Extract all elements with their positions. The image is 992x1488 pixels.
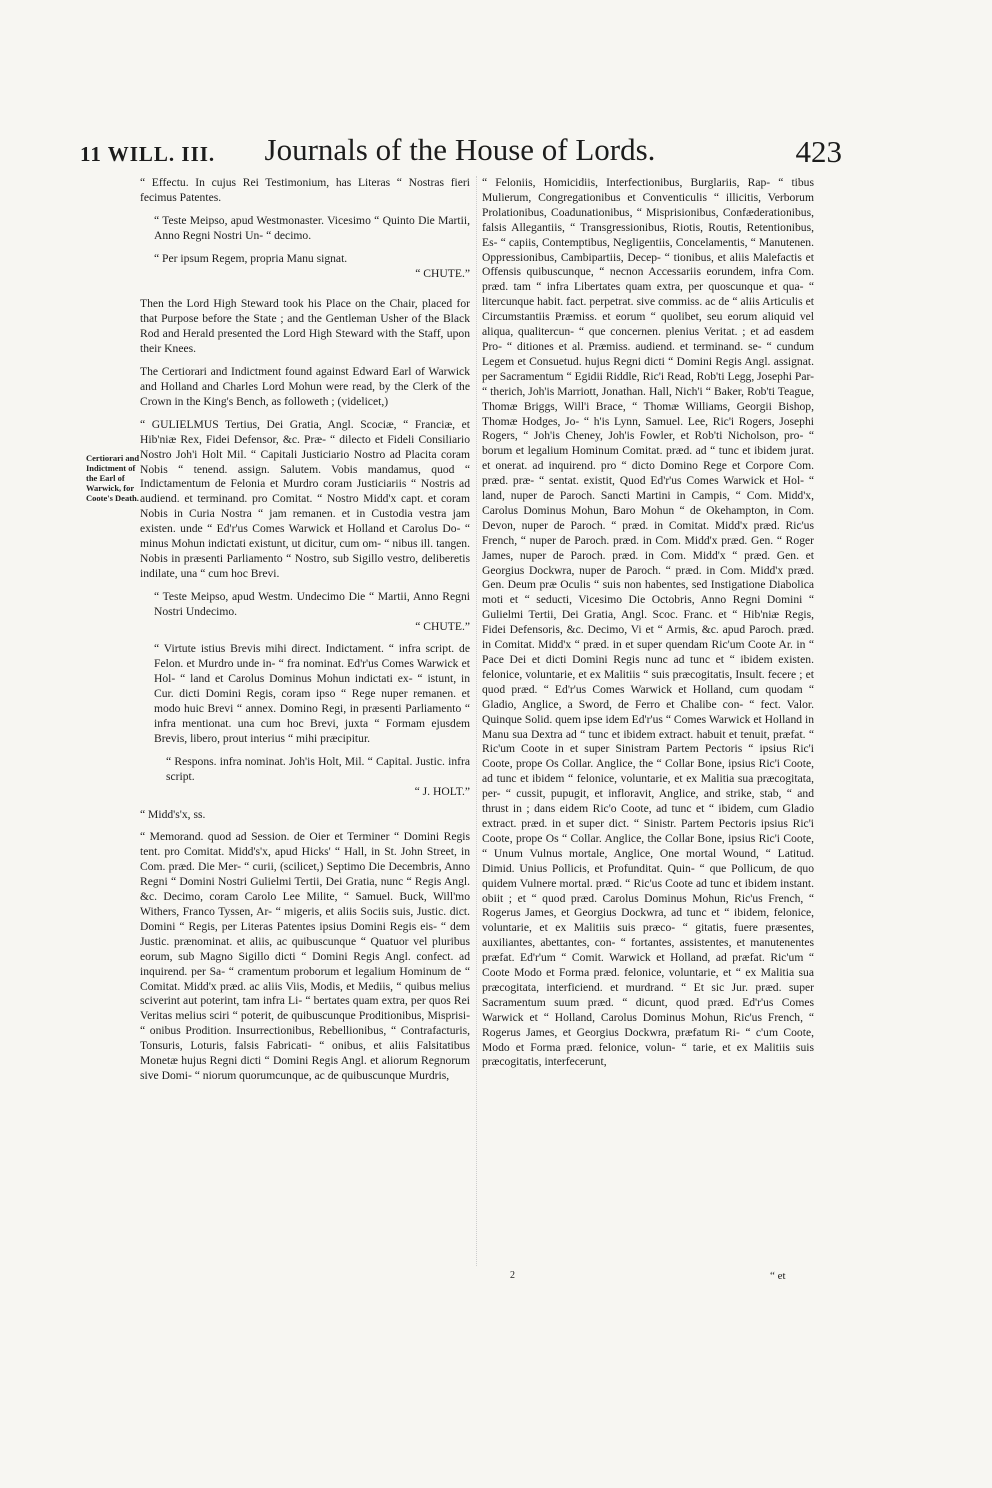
paragraph: “ Teste Meipso, apud Westm. Undecimo Die “ Martii, Anno Regni Nostri Undecimo. [154,589,470,618]
paragraph: “ Feloniis, Homicidiis, Interfectionibus, Burglariis, Rap- “ tibus Mulierum, Congregationibus et Conventiculis “ illicitis, Verborum Prolationibus, Coadunationibus, “ Misprisionibus, Confæderationibus, falsis Allegantiis, “ Transgressionibus, Riotis, Routis, Retentionibus, Es- “ capiis, Contemptibus, Negligentiis, Concelamentis, “ Manutenen. Oppressionibus, Cambipartiis, Decep- “ tionibus, et aliis Malefactis et Offensis quibuscunque, “ necnon Accessariis eorundem, infra Com. præd. tam “ infra Libertates quam extra, per quoscunque et qua- “ litercunque habit. fact. perpetrat. sive commiss. ac de “ aliis Articulis et Circumstantiis Præmiss. et eorum “ quolibet, seu eorum aliquid vel aliqua, qualitercun- “ que concernen. plenius Veritat. ; et ad easdem Pro- “ ditiones et al. Præmiss. audiend. et terminand. se- “ cundum Legem et Consuetud. hujus Regni dicti “ Domini Regis Angl. assignat. per Sacramentum “ Egidii Riddle, Ric'i Read, Rob'ti Legg, Josephi Par- “ therich, Joh'is Marriott, Jonathan. Hall, Nich'i “ Baker, Rob'ti Teague, Thomæ Briggs, Will'i Brace, “ Thomæ Williams, Georgii Bishop, Thomæ Hodges, Jo- “ h'is Lynn, Samuel. Lee, Ric'i Rogers, Josephi Rogers, “ Joh'is Cheney, Joh'is Fowler, et Rob'ti Nicholson, pro- “ borum et legalium Hominum Comitat. præd. ad “ tunc et ibidem jurat. et onerat. ad inquirend. pro “ dicto Domino Rege et Corpore Com. præd. præ- “ sentat. existit, Quod Ed'r'us Comes Warwick et Hol- “ land, nuper de Paroch. Sancti Martini in Campis, “ Com. Midd'x, Carolus Dominus Mohun, Baro Mohun “ de Okehampton, in Com. Devon, nuper de Paroch. “ præd. in Comitat. Midd'x præd. Ric'us French, “ nuper de Paroch. præd. in Com. Midd'x præd. Gen. “ Roger James, nuper de Paroch. præd. in Com. Midd'x “ præd. Gen. et Georgius Dockwra, nuper de Paroch. “ præd. in Com. Midd'x præd. Gen. Deum præ Oculis “ suis non habentes, sed Instigatione Diabolica moti et “ seducti, Vicesimo Die Octobris, Anno Regni Domini “ Gulielmi Tertii, Dei Gratia, Angl. Scoc. Franc. et “ Hib'niæ Regis, Fidei Defensoris, &c. Decimo, Vi et “ Armis, &c. apud Paroch. præd. in Comitat. Midd'x “ præd. in et super quendam Ric'um Coote Ar. in “ Pace Dei et dicti Domini Regis nunc ad tunc et “ ibidem existen. felonice, voluntarie, et ex Malitiis “ suis præcogitatis, Insult. fecere ; et quod præd. “ Ed'r'us Comes Warwick et Holland, cum quodam “ Gladio, Anglice, a Sword, de Ferro et Chalibe con- “ fect. Valor. Quinque Solid. quem ipse idem Ed'r'us “ Comes Warwick et Holland in Manu sua Dextra ad “ tunc et ibidem extract. habuit et tenuit, præfat. “ Ric'um Coote in et super Sinistram Partem Pectoris “ ipsius Ric'i Coote, prope Os Collar. Anglice, the “ Collar Bone, ipsius Ric'i Coote, ad tunc et ibidem “ felonice, voluntarie, et ex Malitia sua præcogitata, per- “ cussit, pupugit, et infloravit, Anglice, and strike, stab, “ and thrust in ; dans eidem Ric'o Coote, ad tunc et “ ibidem, cum Gladio extract. præd. in et super dict. “ Sinistr. Partem Pectoris ipsius Ric'i Coote, prope Os “ Collar. Anglice, the Collar Bone, ipsius Ric'i Coote, “ Unum Vulnus mortale, Anglice, One mortal Wound, “ Latitud. Dimid. Unius Pollicis, et Profunditat. Quin- “ que Pollicum, de quo quidem Vulnere mortal. præd. “ Ric'us Coote ad tunc et ibidem instant. obiit ; et “ quod præd. Carolus Dominus Mohun, Ric'us French, “ Rogerus James, et Georgius Dockwra, ad tunc et “ ibidem, felonice, voluntarie, et ex Malitiis suis præco- “ gitatis, fuere præsentes, auxiliantes, abettantes, con- “ fortantes, assistentes, et manutenentes præfat. Ed'r'um “ Comit. Warwick et Holland, ad præfat. Ric'um “ Coote Modo et Forma præd. felonice, voluntarie, et “ ex Malitia sua præcogitata, interficiend. et murdrand. “ Et sic Jur. præd. super Sacramentum suum præd. “ dicunt, quod præd. Ed'r'us Comes Warwick et “ Holland, Carolus Dominus Mohun, Ric'us French, “ Rogerus James, et Georgius Dockwra, præfatum Ri- “ c'um Coote, Modo et Forma præd. felonice, volun- “ tarie, et ex Malitiis suis præcogitatis, interfecerunt, [482,176,814,1069]
paragraph: “ Midd's'x, ss. [140,807,206,821]
paragraph: “ Respons. infra nominat. Joh'is Holt, Mil. “ Capital. Justic. infra script. [166,754,470,783]
paragraph: “ Effectu. In cujus Rei Testimonium, has Literas “ Nostras fieri fecimus Patentes. [140,176,470,204]
paragraph: “ Memorand. quod ad Session. de Oier et Terminer “ Domini Regis tent. pro Comitat. Midd's'x, apud Hicks' “ Hall, in St. John Street, in Com. præd. Die Mer- “ curii, (scilicet,) Septimo Die Decembris, Anno Regni “ Domini Nostri Gulielmi Tertii, Dei Gratia, nunc “ Regis Angl. &c. Decimo, coram Carolo Lee Milite, “ Samuel. Buck, Will'mo Withers, Franco Tyssen, Ar- “ migeris, et aliis Sociis suis, Justic. dict. Domini “ Regis, per Literas Patentes ipsius Domini Regis eis- “ dem Justic. prænominat. et aliis, ac quibuscunque “ Quatuor vel pluribus eorum, sub Magno Sigillo dicti “ Domini Regis Angl. confect. ad inquirend. per Sa- “ cramentum proborum et legalium Hominum de “ Comitat. Midd'x præd. ac aliis Viis, Modis, et Mediis, “ quibus melius sciverint aut poterint, tam infra Li- “ bertates quam extra, per quos Rei Veritas melius sciri “ poterit, de quibuscunque Proditionibus, Misprisi- “ onibus Prodition. Insurrectionibus, Rebellionibus, “ Contrafacturis, Tonsuris, Loturis, falsis Fabricati- “ onibus, et aliis Falsitatibus Monetæ hujus Regni dicti “ Domini Regis Angl. et aliorum Regnorum sive Domi- “ niorum quorumcunque, ac de quibuscunque Murdris, [140,830,470,1082]
reign-label: 11 WILL. III. [80,142,216,166]
page-header [80,128,840,172]
paragraph: The Certiorari and Indictment found against Edward Earl of Warwick and Holland and Charles Lord Mohun were read, by the Clerk of the Crown in the King's Bench, as followeth ; (videlicet,) [140,365,470,408]
paragraph: “ GULIELMUS Tertius, Dei Gratia, Angl. Scociæ, “ Franciæ, et Hib'niæ Rex, Fidei Defensor, &c. Præ- “ dilecto et Fideli Consiliario Nostro Joh'i Holt Mil. “ Capitali Justiciario Nostro ad Placita coram Nobis “ tenend. assign. Salutem. Vobis mandamus, quod “ Indictamentum de Felonia et Murdro coram Justiciariis “ Nostris ad audiend. et terminand. pro Comitat. “ Nostro Midd'x capt. et coram Nobis in Curia Nostra “ jam remanen. et in Custodia vestra jam existen. unde “ Ed'r'us Comes Warwick et Holland et Carolus Do- “ minus Mohun indictati existunt, ut dicitur, cum om- “ nibus ill. tangen. Nobis in præsenti Parliamento “ Nostro, sub Sigillo vestro, deliberetis indilate, una “ cum hoc Brevi. [140,417,470,580]
right-column [482,176,814,1070]
signature-line: “ J. HOLT.” [414,784,470,798]
page-number: 423 [795,134,842,169]
margin-note: Certiorari and Indictment of the Earl of Warwick, for Coote's Death. [86,453,140,503]
signature-line: “ CHUTE.” [415,619,470,633]
printer-signature: 2 [510,1270,515,1281]
journal-title: Journals of the House of Lords. [264,132,656,167]
paragraph: “ Per ipsum Regem, propria Manu signat. [154,251,348,265]
paragraph: “ Virtute istius Brevis mihi direct. Indictament. “ infra script. de Felon. et Murdro unde in- “ fra nominat. Ed'r'us Comes Warwick et Hol- “ land et Carolus Dominus Mohun indictati ex- “ istunt, in Cur. dicti Domini Regis, coram ipso “ Rege nuper remanen. et modo huic Brevi “ annex. Domino Regi, in præsenti Parliamento “ infra mentionat. una cum hoc Brevi, juxta “ Formam ejusdem Brevis, libero, prout interius “ mihi præcipitur. [154,642,470,745]
paragraph: Then the Lord High Steward took his Place on the Chair, placed for that Purpose before the State ; and the Gentleman Usher of the Black Rod and Herald presented the Lord High Steward with the Staff, upon their Knees. [140,297,470,356]
left-column [140,176,470,1084]
column-divider [476,176,477,1266]
paragraph: “ Teste Meipso, apud Westmonaster. Vicesimo “ Quinto Die Martii, Anno Regni Nostri Un- “ decimo. [154,213,470,242]
signature-line: “ CHUTE.” [415,266,470,280]
catchword: “ et [770,1270,786,1282]
